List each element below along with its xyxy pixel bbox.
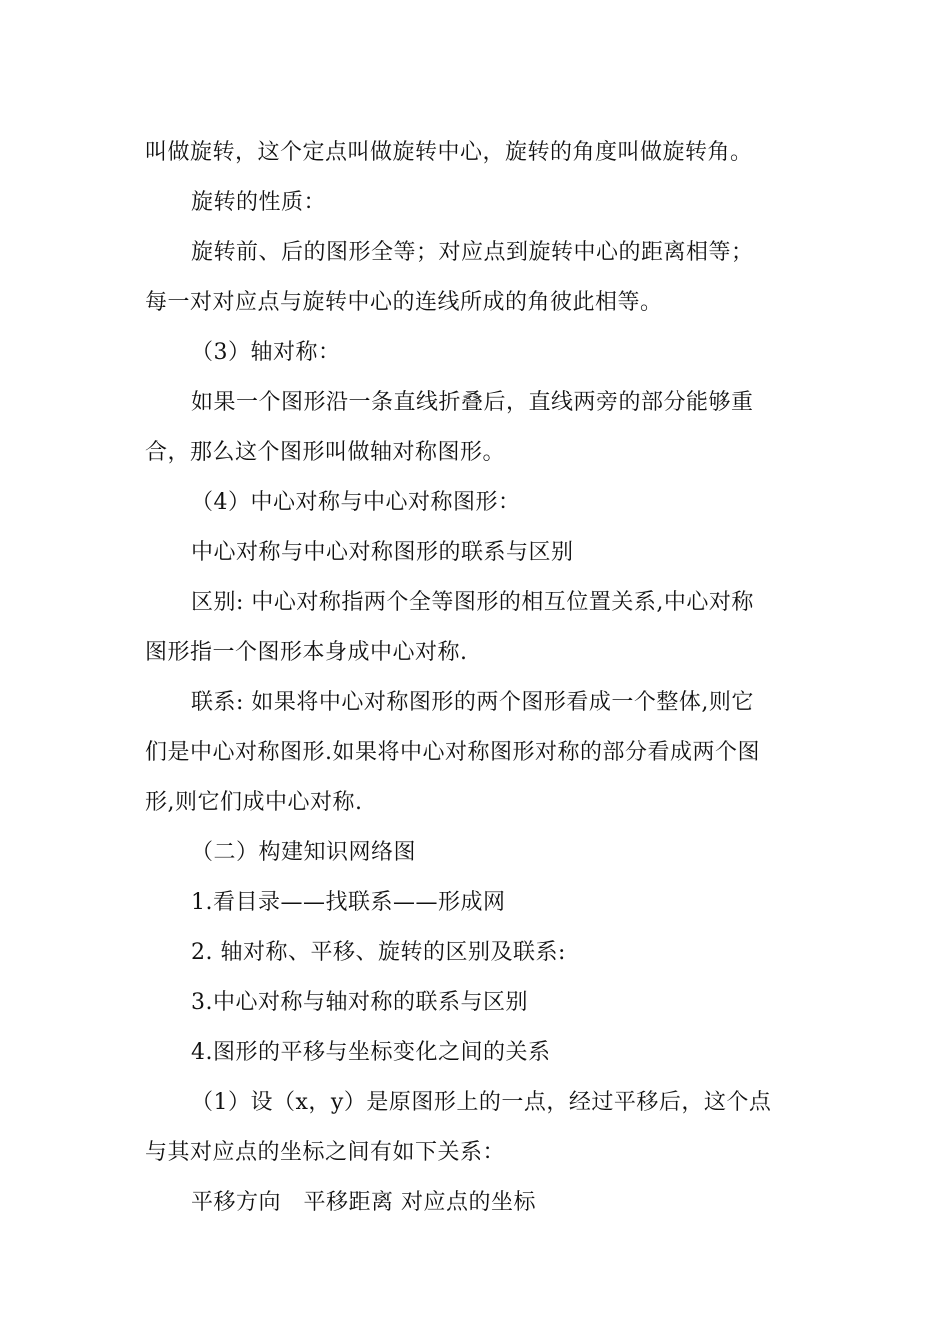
section-heading: （二）构建知识网络图 xyxy=(191,840,417,865)
text-line: 区别: 中心对称指两个全等图形的相互位置关系,中心对称 xyxy=(191,590,754,615)
list-item: 1.看目录——找联系——形成网 xyxy=(191,890,506,915)
text-line: 们是中心对称图形.如果将中心对称图形对称的部分看成两个图 xyxy=(145,740,760,765)
text-line: 旋转的性质： xyxy=(191,190,327,215)
list-item: 4.图形的平移与坐标变化之间的关系 xyxy=(191,1040,551,1065)
text-line: 每一对对应点与旋转中心的连线所成的角彼此相等。 xyxy=(145,290,663,315)
text-line: 叫做旋转，这个定点叫做旋转中心，旋转的角度叫做旋转角。 xyxy=(145,140,753,165)
text-line: （1）设（x，y）是原图形上的一点，经过平移后，这个点 xyxy=(191,1090,772,1115)
section-heading: （3）轴对称： xyxy=(191,340,341,365)
list-item: 3.中心对称与轴对称的联系与区别 xyxy=(191,990,528,1015)
text-line: 合，那么这个图形叫做轴对称图形。 xyxy=(145,440,506,465)
text-line: 如果一个图形沿一条直线折叠后，直线两旁的部分能够重 xyxy=(191,390,754,415)
text-line: 中心对称与中心对称图形的联系与区别 xyxy=(191,540,574,565)
text-line: 与其对应点的坐标之间有如下关系： xyxy=(145,1140,506,1165)
table-header-line: 平移方向 平移距离 对应点的坐标 xyxy=(191,1190,536,1215)
text-line: 旋转前、后的图形全等；对应点到旋转中心的距离相等； xyxy=(191,240,754,265)
text-line: 图形指一个图形本身成中心对称. xyxy=(145,640,468,665)
document-body xyxy=(145,128,805,1228)
section-heading: （4）中心对称与中心对称图形： xyxy=(191,490,521,515)
text-line: 形,则它们成中心对称. xyxy=(145,790,363,815)
list-item: 2. 轴对称、平移、旋转的区别及联系: xyxy=(191,940,566,965)
text-line: 联系: 如果将中心对称图形的两个图形看成一个整体,则它 xyxy=(191,690,754,715)
